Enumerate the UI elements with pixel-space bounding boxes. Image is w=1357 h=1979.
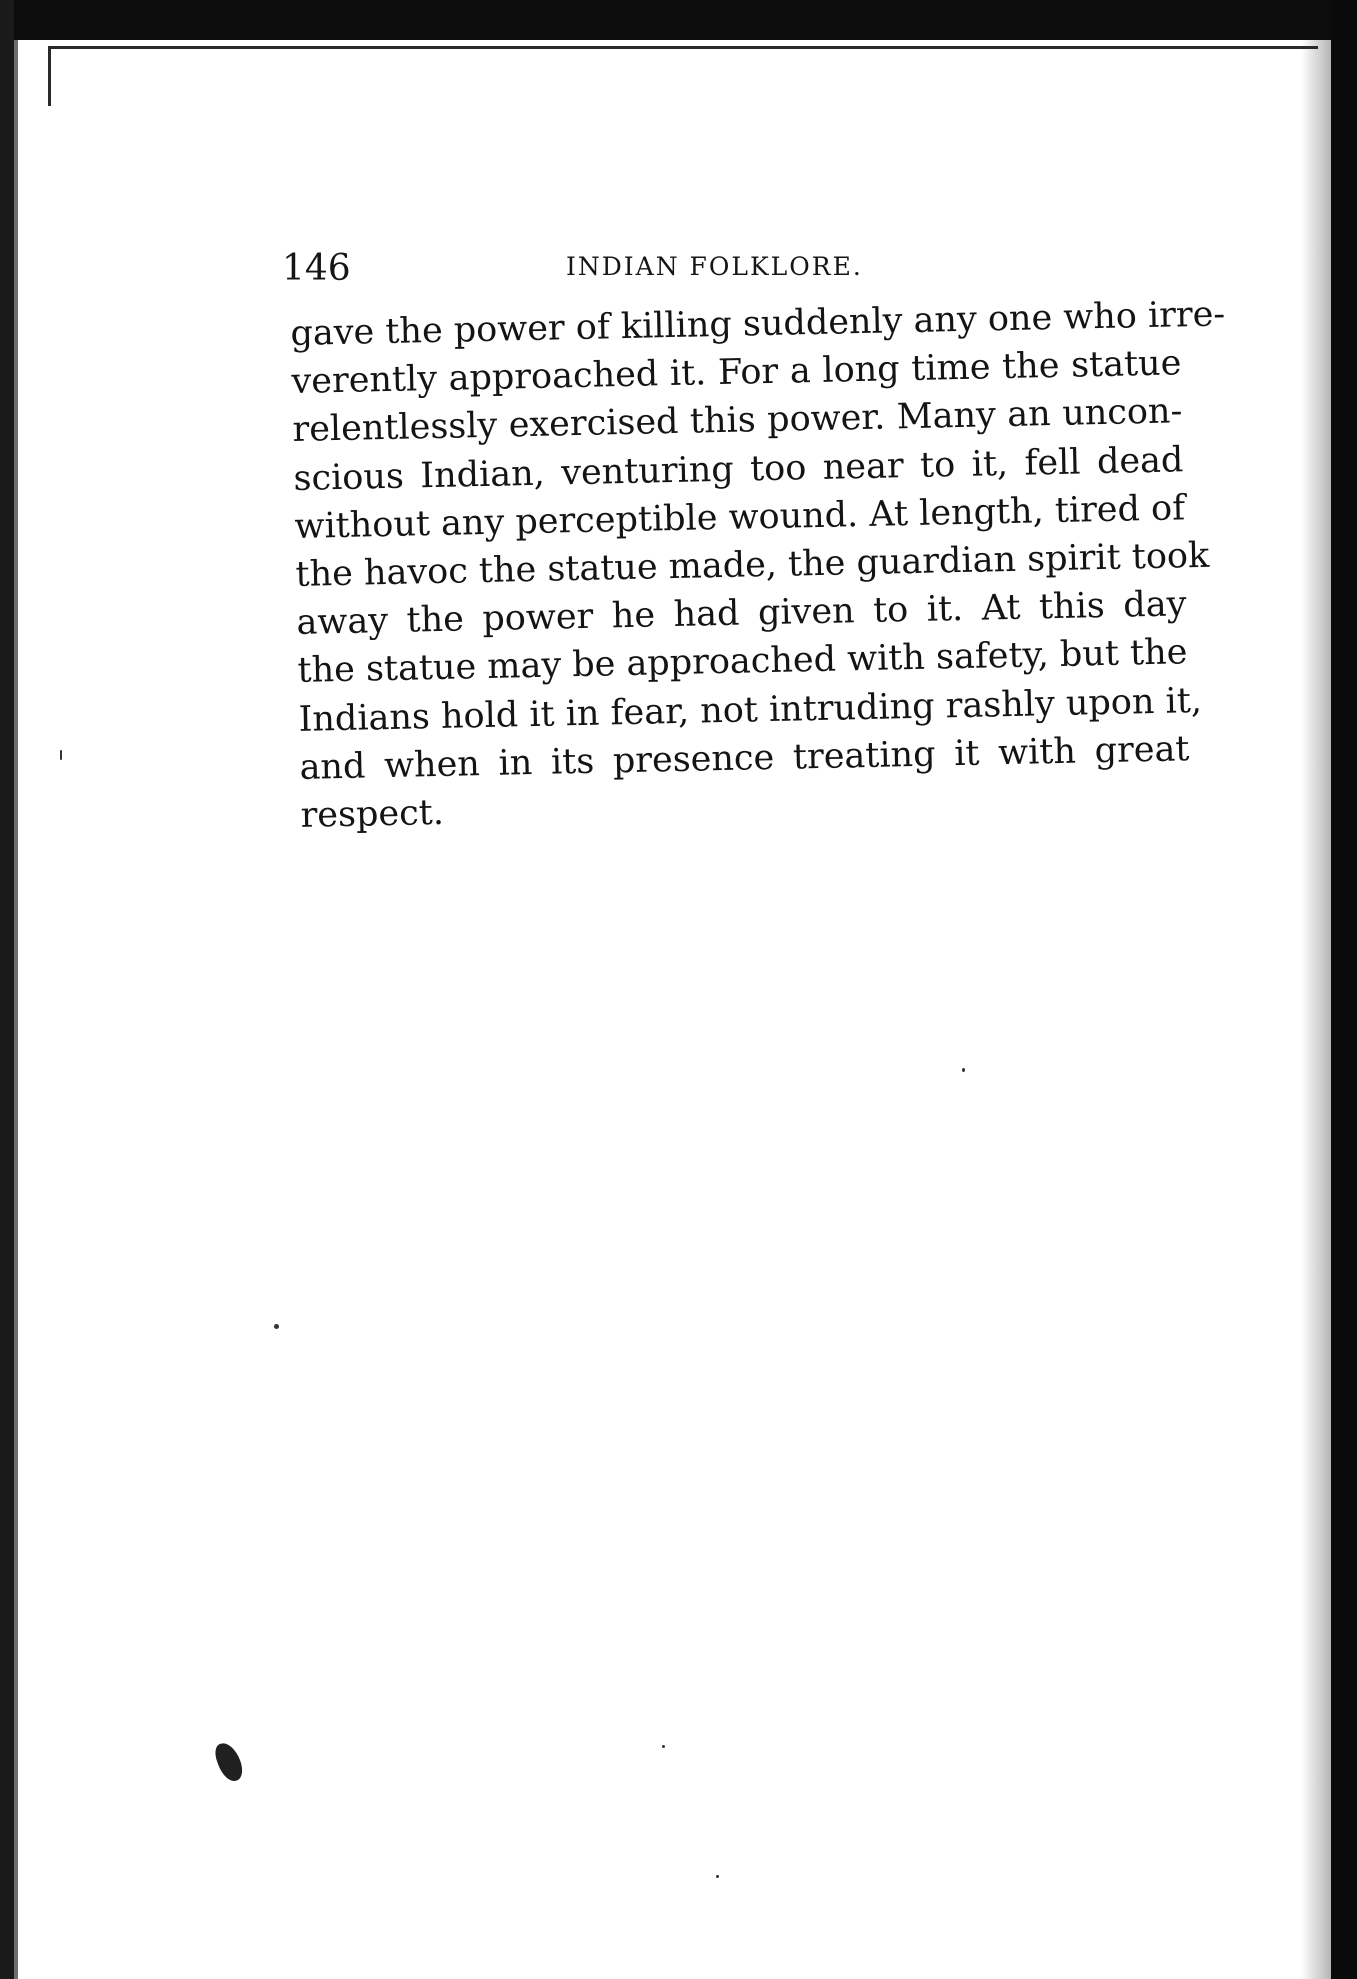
- scan-left-shadow: [14, 40, 18, 1979]
- text-line: respect.: [300, 792, 445, 836]
- page-number: 146: [282, 248, 351, 289]
- scan-speck: [274, 1324, 279, 1329]
- scan-left-border: [0, 0, 14, 1979]
- text-line: relentlessly exercised this power. Many an uncon-: [292, 391, 1183, 451]
- running-title: INDIAN FOLKLORE.: [566, 252, 863, 281]
- page-edge-top: [48, 46, 1318, 49]
- text-line: Indians hold it in fear, not intruding rashly upon it,: [298, 680, 1203, 740]
- page-edge-left: [48, 46, 51, 106]
- scan-top-border: [0, 0, 1357, 40]
- text-line: away the power he had given to it. At this day: [296, 584, 1187, 644]
- text-line: without any perceptible wound. At length, tired of: [294, 488, 1186, 547]
- scan-right-border: [1331, 0, 1357, 1979]
- scan-speck: [662, 1745, 665, 1748]
- page-header: [282, 248, 1182, 292]
- text-line: verently approached it. For a long time the statue: [291, 343, 1182, 403]
- text-line: scious Indian, venturing too near to it, fell dead: [293, 439, 1184, 499]
- text-line: the havoc the statue made, the guardian spirit took: [295, 535, 1210, 595]
- scan-speck: [60, 750, 62, 760]
- text-line: and when in its presence treating it with great: [299, 729, 1190, 788]
- body-paragraph: [290, 291, 1226, 840]
- scan-right-shadow: [1301, 40, 1331, 1979]
- text-line: the statue may be approached with safety, but the: [297, 632, 1188, 692]
- scan-speck: [962, 1068, 965, 1072]
- text-line: gave the power of killing suddenly any one who irre-: [290, 294, 1226, 354]
- scan-speck: [716, 1875, 719, 1878]
- ink-blot: [212, 1739, 246, 1784]
